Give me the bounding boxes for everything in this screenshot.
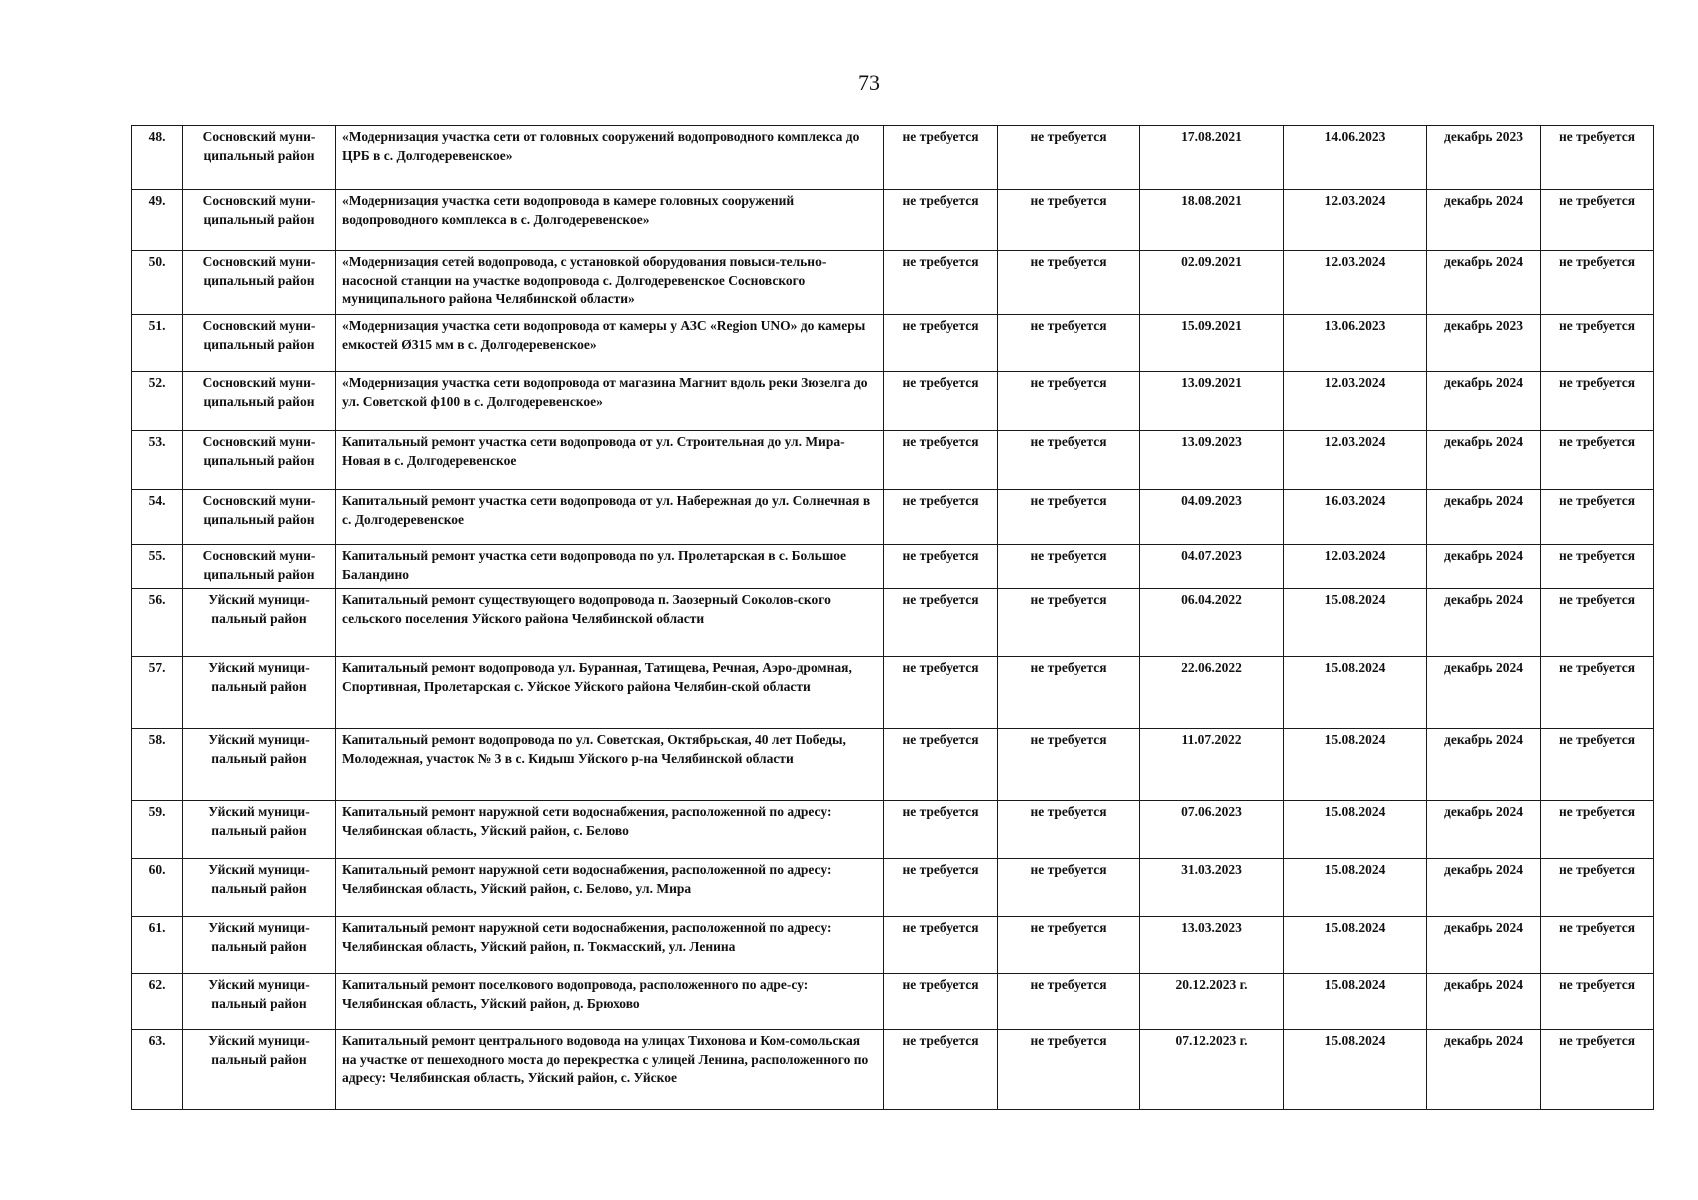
requirement-status-cell: не требуется [998,315,1140,372]
objects-table [131,125,1654,1110]
requirement-status-cell: не требуется [1541,315,1654,372]
page-number: 73 [858,70,880,95]
requirement-status-cell: не требуется [1541,372,1654,431]
table-row [132,974,1654,1030]
approval-date-cell: 12.03.2024 [1284,431,1427,490]
start-date-cell: 17.08.2021 [1140,126,1284,190]
table-row [132,315,1654,372]
object-name-cell: Капитальный ремонт участка сети водопровода от ул. Набережная до ул. Солнечная в с. Долгодеревенское [336,490,884,545]
requirement-status-cell: не требуется [1541,974,1654,1030]
table-body [132,126,1654,1110]
requirement-status-cell: не требуется [998,251,1140,315]
requirement-status-cell: не требуется [884,729,998,801]
requirement-status-cell: не требуется [998,657,1140,729]
object-name-cell: «Модернизация участка сети водопровода от камеры у АЗС «Region UNO» до камеры емкостей Ø315 мм в с. Долгодеревенское» [336,315,884,372]
object-name-cell: Капитальный ремонт участка сети водопровода по ул. Пролетарская в с. Большое Баландино [336,545,884,589]
object-name-cell: «Модернизация участка сети водопровода от магазина Магнит вдоль реки Зюзелга до ул. Советской ф100 в с. Долгодеревенское» [336,372,884,431]
start-date-cell: 15.09.2021 [1140,315,1284,372]
table-row [132,729,1654,801]
row-number-cell: 57. [132,657,183,729]
object-name-cell: Капитальный ремонт водопровода по ул. Советская, Октябрьская, 40 лет Победы, Молодежная, участок № 3 в с. Кидыш Уйского р-на Челябинской области [336,729,884,801]
requirement-status-cell: не требуется [998,974,1140,1030]
table-row [132,190,1654,251]
requirement-status-cell: не требуется [1541,190,1654,251]
approval-date-cell: 12.03.2024 [1284,545,1427,589]
requirement-status-cell: не требуется [1541,859,1654,917]
approval-date-cell: 15.08.2024 [1284,729,1427,801]
municipal-district-cell: Сосновский муни-ципальный район [183,126,336,190]
municipal-district-cell: Сосновский муни-ципальный район [183,251,336,315]
requirement-status-cell: не требуется [1541,251,1654,315]
municipal-district-cell: Сосновский муни-ципальный район [183,372,336,431]
object-name-cell: Капитальный ремонт наружной сети водоснабжения, расположенной по адресу: Челябинская область, Уйский район, п. Токмасский, ул. Ленина [336,917,884,974]
requirement-status-cell: не требуется [884,859,998,917]
object-name-cell: Капитальный ремонт наружной сети водоснабжения, расположенной по адресу: Челябинская область, Уйский район, с. Белово, ул. Мира [336,859,884,917]
requirement-status-cell: не требуется [1541,589,1654,657]
completion-term-cell: декабрь 2024 [1427,974,1541,1030]
requirement-status-cell: не требуется [884,372,998,431]
approval-date-cell: 12.03.2024 [1284,372,1427,431]
table-row [132,251,1654,315]
requirement-status-cell: не требуется [884,917,998,974]
approval-date-cell: 12.03.2024 [1284,190,1427,251]
row-number-cell: 54. [132,490,183,545]
requirement-status-cell: не требуется [1541,657,1654,729]
start-date-cell: 07.06.2023 [1140,801,1284,859]
requirement-status-cell: не требуется [998,545,1140,589]
start-date-cell: 31.03.2023 [1140,859,1284,917]
requirement-status-cell: не требуется [1541,1030,1654,1110]
object-name-cell: Капитальный ремонт наружной сети водоснабжения, расположенной по адресу: Челябинская область, Уйский район, с. Белово [336,801,884,859]
table-row [132,859,1654,917]
approval-date-cell: 15.08.2024 [1284,801,1427,859]
requirement-status-cell: не требуется [884,251,998,315]
requirement-status-cell: не требуется [884,657,998,729]
approval-date-cell: 15.08.2024 [1284,1030,1427,1110]
requirement-status-cell: не требуется [884,431,998,490]
row-number-cell: 52. [132,372,183,431]
row-number-cell: 58. [132,729,183,801]
requirement-status-cell: не требуется [998,729,1140,801]
municipal-district-cell: Уйский муници-пальный район [183,859,336,917]
municipal-district-cell: Уйский муници-пальный район [183,974,336,1030]
row-number-cell: 61. [132,917,183,974]
municipal-district-cell: Уйский муници-пальный район [183,729,336,801]
approval-date-cell: 14.06.2023 [1284,126,1427,190]
requirement-status-cell: не требуется [1541,729,1654,801]
approval-date-cell: 13.06.2023 [1284,315,1427,372]
row-number-cell: 59. [132,801,183,859]
object-name-cell: Капитальный ремонт существующего водопровода п. Заозерный Соколов-ского сельского поселения Уйского района Челябинской области [336,589,884,657]
table-row [132,657,1654,729]
object-name-cell: «Модернизация участка сети водопровода в камере головных сооружений водопроводного комплекса в с. Долгодеревенское» [336,190,884,251]
start-date-cell: 04.07.2023 [1140,545,1284,589]
municipal-district-cell: Уйский муници-пальный район [183,589,336,657]
start-date-cell: 13.09.2023 [1140,431,1284,490]
requirement-status-cell: не требуется [884,801,998,859]
object-name-cell: «Модернизация участка сети от головных сооружений водопроводного комплекса до ЦРБ в с. Долгодеревенское» [336,126,884,190]
approval-date-cell: 16.03.2024 [1284,490,1427,545]
completion-term-cell: декабрь 2024 [1427,490,1541,545]
completion-term-cell: декабрь 2023 [1427,315,1541,372]
requirement-status-cell: не требуется [1541,917,1654,974]
municipal-district-cell: Сосновский муни-ципальный район [183,431,336,490]
requirement-status-cell: не требуется [998,126,1140,190]
start-date-cell: 11.07.2022 [1140,729,1284,801]
start-date-cell: 13.09.2021 [1140,372,1284,431]
requirement-status-cell: не требуется [1541,126,1654,190]
table-row [132,801,1654,859]
requirement-status-cell: не требуется [884,190,998,251]
requirement-status-cell: не требуется [884,974,998,1030]
start-date-cell: 02.09.2021 [1140,251,1284,315]
requirement-status-cell: не требуется [998,490,1140,545]
requirement-status-cell: не требуется [884,1030,998,1110]
start-date-cell: 06.04.2022 [1140,589,1284,657]
table-row [132,545,1654,589]
approval-date-cell: 15.08.2024 [1284,917,1427,974]
municipal-district-cell: Сосновский муни-ципальный район [183,545,336,589]
completion-term-cell: декабрь 2024 [1427,545,1541,589]
requirement-status-cell: не требуется [998,190,1140,251]
municipal-district-cell: Сосновский муни-ципальный район [183,190,336,251]
completion-term-cell: декабрь 2024 [1427,431,1541,490]
municipal-district-cell: Уйский муници-пальный район [183,1030,336,1110]
approval-date-cell: 15.08.2024 [1284,974,1427,1030]
row-number-cell: 50. [132,251,183,315]
start-date-cell: 04.09.2023 [1140,490,1284,545]
municipal-district-cell: Уйский муници-пальный район [183,917,336,974]
table-row [132,589,1654,657]
municipal-district-cell: Сосновский муни-ципальный район [183,490,336,545]
start-date-cell: 07.12.2023 г. [1140,1030,1284,1110]
row-number-cell: 60. [132,859,183,917]
requirement-status-cell: не требуется [998,859,1140,917]
table-row [132,917,1654,974]
requirement-status-cell: не требуется [998,801,1140,859]
row-number-cell: 55. [132,545,183,589]
completion-term-cell: декабрь 2024 [1427,729,1541,801]
row-number-cell: 51. [132,315,183,372]
completion-term-cell: декабрь 2024 [1427,917,1541,974]
table-row [132,431,1654,490]
municipal-district-cell: Уйский муници-пальный район [183,801,336,859]
table-row [132,1030,1654,1110]
table-row [132,126,1654,190]
requirement-status-cell: не требуется [884,545,998,589]
requirement-status-cell: не требуется [998,589,1140,657]
requirement-status-cell: не требуется [1541,490,1654,545]
requirement-status-cell: не требуется [998,917,1140,974]
start-date-cell: 22.06.2022 [1140,657,1284,729]
requirement-status-cell: не требуется [884,126,998,190]
completion-term-cell: декабрь 2023 [1427,126,1541,190]
requirement-status-cell: не требуется [998,372,1140,431]
requirement-status-cell: не требуется [884,490,998,545]
approval-date-cell: 15.08.2024 [1284,589,1427,657]
approval-date-cell: 15.08.2024 [1284,859,1427,917]
requirement-status-cell: не требуется [884,589,998,657]
start-date-cell: 20.12.2023 г. [1140,974,1284,1030]
row-number-cell: 48. [132,126,183,190]
table-row [132,372,1654,431]
requirement-status-cell: не требуется [998,431,1140,490]
row-number-cell: 49. [132,190,183,251]
row-number-cell: 63. [132,1030,183,1110]
object-name-cell: Капитальный ремонт участка сети водопровода от ул. Строительная до ул. Мира-Новая в с. Долгодеревенское [336,431,884,490]
completion-term-cell: декабрь 2024 [1427,657,1541,729]
requirement-status-cell: не требуется [1541,801,1654,859]
completion-term-cell: декабрь 2024 [1427,859,1541,917]
approval-date-cell: 12.03.2024 [1284,251,1427,315]
completion-term-cell: декабрь 2024 [1427,190,1541,251]
completion-term-cell: декабрь 2024 [1427,589,1541,657]
table-row [132,490,1654,545]
municipal-district-cell: Сосновский муни-ципальный район [183,315,336,372]
start-date-cell: 13.03.2023 [1140,917,1284,974]
requirement-status-cell: не требуется [884,315,998,372]
object-name-cell: Капитальный ремонт поселкового водопровода, расположенного по адре-су: Челябинская область, Уйский район, д. Брюхово [336,974,884,1030]
requirement-status-cell: не требуется [1541,545,1654,589]
row-number-cell: 53. [132,431,183,490]
completion-term-cell: декабрь 2024 [1427,372,1541,431]
row-number-cell: 56. [132,589,183,657]
requirement-status-cell: не требуется [998,1030,1140,1110]
start-date-cell: 18.08.2021 [1140,190,1284,251]
object-name-cell: Капитальный ремонт водопровода ул. Буранная, Татищева, Речная, Аэро-дромная, Спортивная, Пролетарская с. Уйское Уйского района Челябин-ской области [336,657,884,729]
object-name-cell: Капитальный ремонт центрального водовода на улицах Тихонова и Ком-сомольская на участке от пешеходного моста до перекрестка с улицей Ленина, расположенного по адресу: Челябинская область, Уйский район, с. Уйское [336,1030,884,1110]
requirement-status-cell: не требуется [1541,431,1654,490]
object-name-cell: «Модернизация сетей водопровода, с установкой оборудования повыси-тельно-насосной станции на участке водопровода с. Долгодеревенское Сосновского муниципального района Челябинской области» [336,251,884,315]
approval-date-cell: 15.08.2024 [1284,657,1427,729]
completion-term-cell: декабрь 2024 [1427,801,1541,859]
completion-term-cell: декабрь 2024 [1427,1030,1541,1110]
completion-term-cell: декабрь 2024 [1427,251,1541,315]
municipal-district-cell: Уйский муници-пальный район [183,657,336,729]
row-number-cell: 62. [132,974,183,1030]
